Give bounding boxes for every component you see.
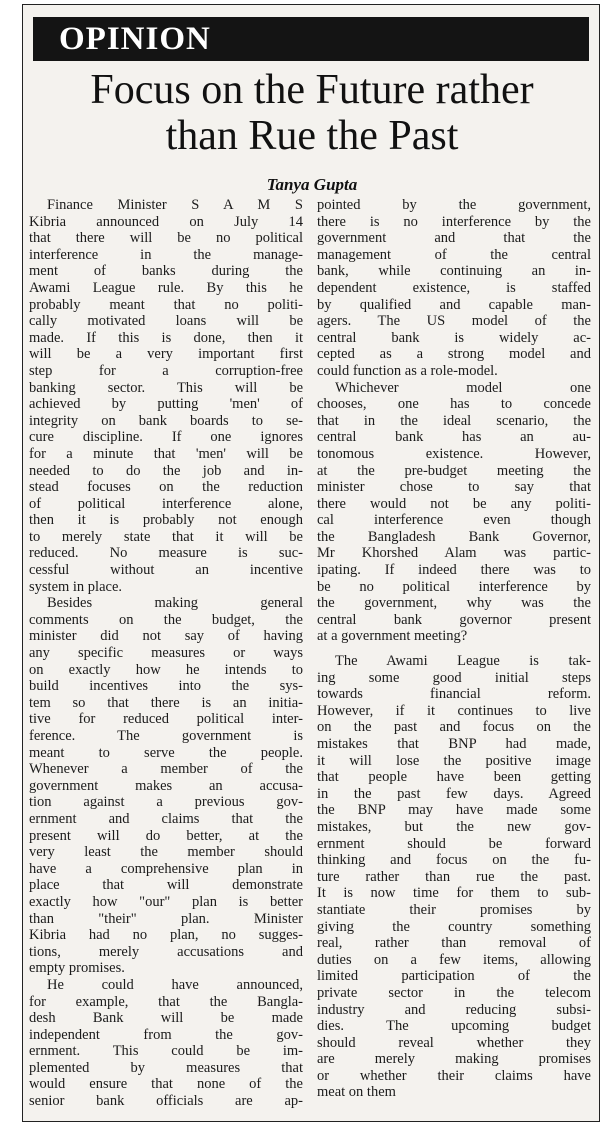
text-line: ernment and claims that the [29, 810, 303, 827]
text-line: made. If this is done, then it [29, 329, 303, 346]
text-line: interference in the manage- [29, 246, 303, 263]
text-line: would ensure that none of the [29, 1076, 303, 1093]
text-line: in the past few days. Agreed [317, 785, 591, 802]
text-line: exactly how "our" plan is better [29, 893, 303, 910]
text-line: pointed by the government, [317, 197, 591, 213]
text-line: government makes an accusa- [29, 777, 303, 794]
text-line: there would not be any politi- [317, 495, 591, 512]
text-line: cally motivated loans will be [29, 313, 303, 330]
text-line: ture rather than rue the past. [317, 868, 591, 885]
text-line: present will do better, at the [29, 827, 303, 844]
text-line: meat on them [317, 1084, 396, 1101]
text-line: dies. The upcoming budget [317, 1018, 591, 1035]
text-line: minister chose to say that [317, 479, 591, 496]
text-line: the Bangladesh Bank Governor, [317, 528, 591, 545]
text-line: private sector in the telecom [317, 984, 591, 1001]
section-label: OPINION [59, 21, 211, 57]
text-line: tive for reduced political inter- [29, 711, 303, 728]
text-line: empty promises. [29, 960, 125, 977]
text-line: banking sector. This will be [29, 379, 303, 396]
text-line: central bank is widely ac- [317, 329, 591, 346]
text-line: Kibria announced on July 14 [29, 213, 303, 230]
text-line: cal interference even though [317, 512, 591, 529]
text-line: Besides making general [47, 595, 303, 612]
text-line: on the past and focus on the [317, 719, 591, 736]
text-line: at a government meeting? [317, 628, 468, 645]
text-line: central bank governor present [317, 611, 591, 628]
text-line: thinking and focus on the fu- [317, 852, 591, 869]
text-line: giving the country something [317, 918, 591, 935]
text-line: integrity on bank boards to se- [29, 412, 303, 429]
text-line: for example, that the Bangla- [29, 993, 303, 1010]
text-line: towards financial reform. [317, 686, 591, 703]
text-line: Whichever model one [335, 379, 591, 396]
text-line: there is no interference by the [317, 213, 591, 230]
text-line: He could have announced, [47, 976, 303, 993]
text-line: cepted as a strong model and [317, 346, 591, 363]
text-line: management of the central [317, 246, 591, 263]
text-line: Finance Minister S A M S [47, 197, 303, 213]
text-line: achieved by putting 'men' of [29, 396, 303, 413]
text-line: tem so that there is an initia- [29, 694, 303, 711]
text-line: duties on a few items, allowing [317, 951, 591, 968]
text-line: It is now time for them to sub- [317, 885, 591, 902]
text-line: that in the ideal scenario, the [317, 412, 591, 429]
text-line: be no political interference by [317, 578, 591, 595]
text-line: could function as a role-model. [317, 362, 498, 379]
text-line: any specific measures or ways [29, 645, 303, 662]
text-line: ment of banks during the [29, 263, 303, 280]
text-line: chooses, one has to concede [317, 396, 591, 413]
section-banner [33, 17, 589, 61]
text-line: government and that the [317, 230, 591, 247]
paragraph [317, 653, 591, 1101]
text-line: at the pre-budget meeting the [317, 462, 591, 479]
text-line: are merely making promises [317, 1051, 591, 1068]
text-line: The Awami League is tak- [335, 653, 591, 670]
text-line: ference. The government is [29, 728, 303, 744]
text-line: stead focuses on the reduction [29, 479, 303, 496]
text-line: build incentives into the sys- [29, 678, 303, 695]
text-line: bank, while continuing an in- [317, 263, 591, 280]
text-line: Whenever a member of the [29, 761, 303, 778]
text-line: However, if it continues to live [317, 702, 591, 719]
text-line: agers. The US model of the [317, 313, 591, 330]
text-line: real, rather than removal of [317, 935, 591, 952]
headline-line-2: than Rue the Past [165, 113, 459, 159]
text-line: stantiate their promises by [317, 901, 591, 918]
text-line: the government, why was the [317, 595, 591, 612]
text-line: for a minute that 'men' will be [29, 445, 303, 462]
text-line: place that will demonstrate [29, 877, 303, 894]
text-line: will be a very important first [29, 346, 303, 363]
text-line: Mr Khorshed Alam was partic- [317, 545, 591, 562]
text-line: tion against a previous gov- [29, 794, 303, 811]
text-line: cure discipline. If one ignores [29, 429, 303, 446]
text-line: comments on the budget, the [29, 611, 303, 628]
text-line: on exactly how he intends to [29, 661, 303, 678]
left-column [29, 197, 303, 1110]
paragraph-gap [317, 645, 591, 653]
text-line: limited participation of the [317, 968, 591, 985]
text-line: desh Bank will be made [29, 1010, 303, 1027]
text-line: then it is probably not enough [29, 512, 303, 529]
text-line: system in place. [29, 578, 123, 595]
text-line: it will lose the positive image [317, 752, 591, 769]
text-line: cessful without an incentive [29, 562, 303, 579]
text-line: by qualified and capable man- [317, 296, 591, 313]
text-line: of political interference alone, [29, 495, 303, 512]
text-line: tions, merely accusations and [29, 943, 303, 960]
headline-line-1: Focus on the Future rather [90, 67, 534, 113]
text-line: very least the member should [29, 844, 303, 861]
text-line: should reveal whether they [317, 1034, 591, 1051]
text-line: than "their" plan. Minister [29, 910, 303, 927]
text-line: tonomous existence. However, [317, 445, 591, 462]
text-line: probably meant that no politi- [29, 296, 303, 313]
text-line: reduced. No measure is suc- [29, 545, 303, 562]
text-line: that people have been getting [317, 769, 591, 786]
byline: Tanya Gupta [266, 175, 358, 194]
text-line: or whether their claims have [317, 1067, 591, 1084]
text-line: to merely state that it will be [29, 528, 303, 545]
newspaper-clipping [22, 4, 600, 1122]
text-line: mistakes, but the new gov- [317, 818, 591, 835]
text-line: that there will be no political [29, 230, 303, 247]
text-line: ernment. This could be im- [29, 1043, 303, 1060]
text-line: ipating. If indeed there was to [317, 562, 591, 579]
paragraph [317, 197, 591, 380]
text-line: plemented by measures that [29, 1059, 303, 1076]
text-line: independent from the gov- [29, 1026, 303, 1043]
text-line: senior bank officials are ap- [29, 1093, 303, 1110]
text-line: industry and reducing subsi- [317, 1001, 591, 1018]
text-line: central bank has an au- [317, 429, 591, 446]
paragraph [29, 595, 303, 977]
right-column [317, 197, 591, 1101]
text-line: Kibria had no plan, no sugges- [29, 927, 303, 944]
text-line: mistakes that BNP had made, [317, 736, 591, 752]
text-line: step for a corruption-free [29, 362, 303, 379]
text-line: ernment should be forward [317, 835, 591, 852]
text-line: Awami League rule. By this he [29, 279, 303, 296]
paragraph [29, 197, 303, 595]
text-line: minister did not say of having [29, 628, 303, 645]
text-line: needed to do the job and in- [29, 462, 303, 479]
paragraph [29, 977, 303, 1110]
headline [23, 67, 601, 159]
text-line: dependent existence, is staffed [317, 279, 591, 296]
paragraph [317, 380, 591, 646]
text-line: the BNP may have made some [317, 802, 591, 819]
text-line: have a comprehensive plan in [29, 860, 303, 877]
text-line: meant to serve the people. [29, 744, 303, 761]
text-line: ing some good initial steps [317, 669, 591, 686]
